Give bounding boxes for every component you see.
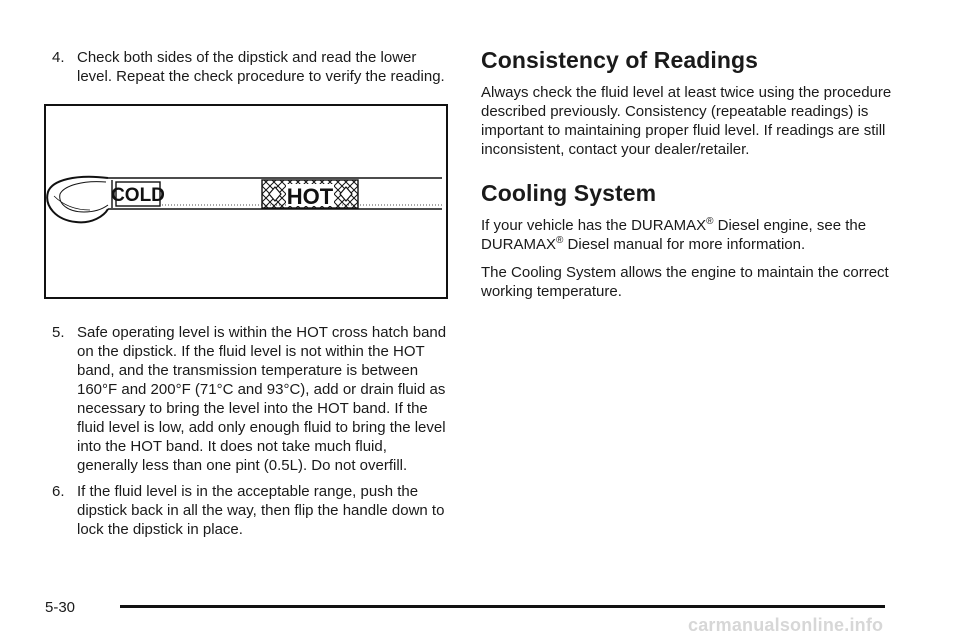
page-number: 5-30 [45, 599, 76, 616]
step-4 [44, 48, 448, 86]
step-number: 6. [52, 483, 65, 500]
step-number: 4. [52, 49, 65, 66]
cooling-heading: Cooling System [481, 180, 657, 206]
text-run: Diesel manual for more information. [563, 236, 806, 253]
cooling-paragraph-2: The Cooling System allows the engine to maintain the correct working temperature. [481, 264, 889, 300]
registered-mark: ® [706, 216, 714, 227]
step-text: Check both sides of the dipstick and read the lower level. Repeat the check procedure to verify the reading. [77, 49, 445, 85]
watermark: carmanualsonline.info [688, 615, 884, 635]
steps-after-figure [44, 323, 448, 539]
left-column [44, 48, 448, 539]
dipstick-illustration [46, 106, 446, 297]
dipstick-figure [44, 104, 448, 299]
step-number: 5. [52, 324, 65, 341]
step-text: If the fluid level is in the acceptable range, push the dipstick back in all the way, then flip the handle down to lock the dipstick in place. [77, 483, 445, 538]
text-run: If your vehicle has the DURAMAX [481, 217, 707, 234]
footer-rule [120, 605, 885, 608]
step-6 [44, 482, 448, 539]
cooling-paragraph-1 [481, 216, 901, 254]
step-5 [44, 323, 448, 475]
registered-mark: ® [556, 235, 564, 246]
consistency-heading: Consistency of Readings [481, 47, 759, 73]
step-text: Safe operating level is within the HOT cross hatch band on the dipstick. If the fluid level is not within the HOT band, and the transmission temperature is between 160°F and 200°F (71°C and 93°C), add or drain fluid as necessary to bring the level into the HOT band. If the fluid level is low, add only enough fluid to bring the level into the HOT band. It does not take much fluid, generally less than one pint (0.5L). Do not overfill. [77, 324, 447, 474]
consistency-paragraph: Always check the fluid level at least twice using the procedure described previously. Consistency (repeatable readings) is important to maintaining proper fluid level. If readings are still inconsistent, contact your dealer/retailer. [481, 84, 892, 158]
hot-label: HOT [286, 184, 334, 209]
right-column [481, 46, 901, 301]
cold-label: COLD [111, 185, 165, 206]
text-run: Diesel engine, see the DURAMAX [481, 217, 867, 253]
